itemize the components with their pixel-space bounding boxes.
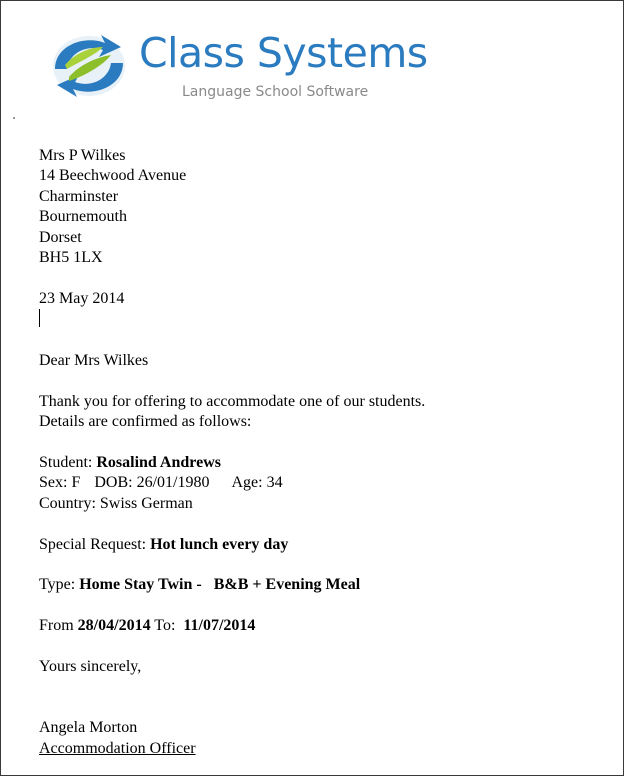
- dob-label: DOB:: [94, 474, 133, 492]
- type-value-2: B&B + Evening Meal: [213, 576, 361, 594]
- company-logo: [45, 31, 435, 107]
- student-name: Rosalind Andrews: [96, 454, 221, 472]
- from-label: From: [39, 617, 74, 635]
- intro-line-2: Details are confirmed as follows:: [39, 413, 252, 431]
- sex-value: F: [71, 474, 81, 492]
- blank-line: [39, 698, 599, 718]
- dates-line: [39, 616, 599, 636]
- address-line-3: Bournemouth: [39, 208, 127, 226]
- blank-line: [39, 331, 599, 351]
- type-value-1: Home Stay Twin -: [79, 576, 202, 594]
- type-line: [39, 575, 599, 595]
- logo-swirl-icon: [45, 31, 133, 101]
- text-cursor: [39, 309, 40, 327]
- letter-date: 23 May 2014: [39, 289, 125, 307]
- student-line: [39, 453, 599, 473]
- to-date: 11/07/2014: [183, 617, 256, 635]
- letter-body: [39, 146, 599, 759]
- address-line-1: 14 Beechwood Avenue: [39, 167, 187, 185]
- blank-line: [39, 596, 599, 616]
- address-line-2: Charminster: [39, 187, 119, 205]
- from-date: 28/04/2014: [77, 617, 151, 635]
- blank-line: [39, 677, 599, 697]
- age-label: Age:: [231, 474, 263, 492]
- signature-title: Accommodation Officer: [39, 739, 196, 757]
- age-value: 34: [266, 474, 283, 492]
- special-request-value: Hot lunch every day: [150, 535, 289, 553]
- blank-line: [39, 555, 599, 575]
- address-line-4: Dorset: [39, 228, 82, 246]
- address-postcode: BH5 1LX: [39, 249, 103, 267]
- closing: Yours sincerely,: [39, 658, 142, 676]
- text-cursor-line[interactable]: [39, 309, 599, 330]
- blank-line: [39, 637, 599, 657]
- blank-line: [39, 371, 599, 391]
- signature-name: Angela Morton: [39, 719, 138, 737]
- logo-name: Class Systems: [139, 29, 428, 77]
- blank-line: [39, 514, 599, 534]
- logo-tagline: Language School Software: [182, 84, 369, 100]
- to-label: To:: [154, 617, 176, 635]
- student-details-line: [39, 473, 599, 493]
- salutation: Dear Mrs Wilkes: [39, 352, 149, 370]
- country-line: [39, 494, 599, 514]
- country-value: Swiss German: [99, 494, 193, 512]
- country-label: Country:: [39, 494, 96, 512]
- sex-label: Sex:: [39, 474, 68, 492]
- dob-value: 26/01/1980: [136, 474, 210, 492]
- intro-line-1: Thank you for offering to accommodate one of our students.: [39, 392, 426, 410]
- type-label: Type:: [39, 576, 76, 594]
- blank-line: [39, 433, 599, 453]
- blank-line: [39, 268, 599, 288]
- stray-mark: [13, 117, 15, 119]
- special-request-label: Special Request:: [39, 535, 147, 553]
- special-request-line: [39, 535, 599, 555]
- student-label: Student:: [39, 454, 93, 472]
- address-name: Mrs P Wilkes: [39, 147, 126, 164]
